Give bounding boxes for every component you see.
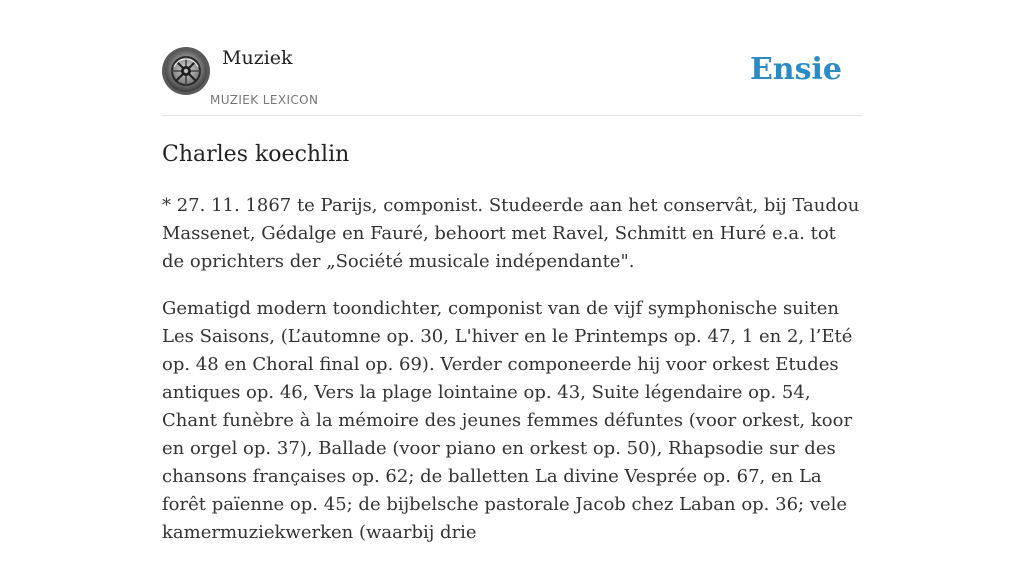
article-paragraph: * 27. 11. 1867 te Parijs, componist. Studeerde aan het conservât, bij Taudou Massenet, Gédalge en Fauré, behoort met Ravel, Schmitt en Huré e.a. tot de oprichters der „Société musicale indépendante". [162, 195, 860, 272]
category-subtitle[interactable]: MUZIEK LEXICON [210, 93, 319, 107]
brand-logo[interactable]: Ensie [749, 52, 842, 87]
category-name[interactable]: Muziek [222, 47, 293, 69]
site-header [162, 0, 862, 116]
music-emblem-icon [162, 47, 210, 95]
category-avatar[interactable] [162, 47, 210, 95]
article-body [162, 192, 862, 566]
article-paragraph: Gematigd modern toondichter, componist van de vijf symphonische suiten Les Saisons, (L’automne op. 30, L'hiver en le Printemps op. 47, 1 en 2, l’Eté op. 48 en Choral final op. 69). Verder componeerde hij voor orkest Etudes antiques op. 46, Vers la plage lointaine op. 43, Suite légendaire op. 54, Chant funèbre à la mémoire des jeunes femmes défuntes (voor orkest, koor en orgel op. 37), Ballade (voor piano en orkest op. 50), Rhapsodie sur des chansons françaises op. 62; de balletten La divine Vesprée op. 67, en La forêt païenne op. 45; de bijbelsche pastorale Jacob chez Laban op. 36; vele kamermuziekwerken (waarbij drie [162, 298, 853, 543]
article-title: Charles koechlin [162, 142, 350, 167]
